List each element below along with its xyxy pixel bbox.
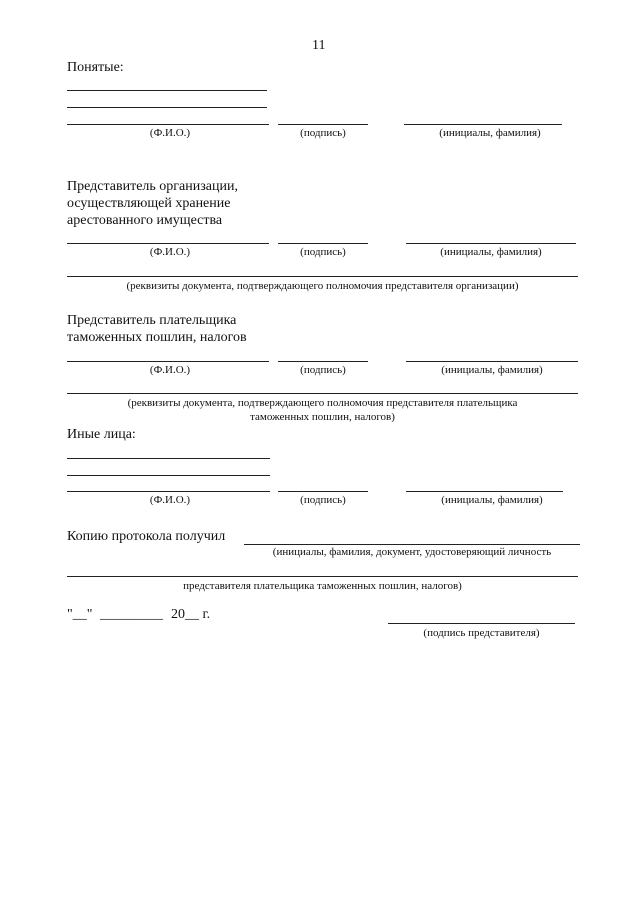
org-representative-title-line-3: арестованного имущества [67,213,223,228]
org-initials-caption: (инициалы, фамилия) [440,246,542,258]
other-initials-caption: (инициалы, фамилия) [441,494,543,506]
payer-representative-title [67,312,247,346]
page-number: 11 [312,38,326,53]
copy-received-label: Копию протокола получил [67,529,226,544]
payer-representative-title-line-1: Представитель плательщика [67,313,237,328]
other-blank-line-2 [67,475,270,476]
org-signature-line [278,243,368,244]
witness-blank-line-1 [67,90,267,91]
copy-received-caption-2: представителя плательщика таможенных пошлин, налогов) [183,580,462,592]
other-blank-line-1 [67,458,270,459]
payer-signature-caption: (подпись) [300,364,346,376]
payer-fio-caption: (Ф.И.О.) [149,364,191,376]
payer-signature-line [278,361,368,362]
witness-fio-line [67,124,269,125]
witnesses-title: Понятые: [67,60,124,75]
org-document-line [67,276,578,277]
other-signature-caption: (подпись) [300,494,346,506]
date-day: "__" [67,607,93,622]
payer-initials-caption: (инициалы, фамилия) [441,364,543,376]
other-signature-line [278,491,368,492]
witness-fio-caption: (Ф.И.О.) [149,127,191,139]
payer-document-line [67,393,578,394]
other-fio-caption: (Ф.И.О.) [149,494,191,506]
org-fio-caption: (Ф.И.О.) [149,246,191,258]
org-representative-title-line-2: осуществляющей хранение [67,196,231,211]
payer-representative-title-line-2: таможенных пошлин, налогов [67,330,247,345]
date-year: 20__ г. [171,607,211,622]
other-persons-title: Иные лица: [67,427,136,442]
payer-document-caption-line-2: таможенных пошлин, налогов) [250,411,395,423]
org-initials-line [406,243,576,244]
witness-signature-caption: (подпись) [300,127,346,139]
other-fio-line [67,491,270,492]
org-signature-caption: (подпись) [300,246,346,258]
org-representative-title-line-1: Представитель организации, [67,179,238,194]
date-month-blank: _________ [100,607,163,622]
witness-blank-line-2 [67,107,267,108]
org-document-caption: (реквизиты документа, подтверждающего полномочия представителя организации) [126,280,519,292]
org-fio-line [67,243,269,244]
org-representative-title [67,178,238,229]
rep-signature-line [388,623,575,624]
copy-received-line-2 [67,576,578,577]
copy-received-line [244,544,580,545]
payer-fio-line [67,361,269,362]
witness-signature-line [278,124,368,125]
witness-initials-caption: (инициалы, фамилия) [439,127,541,139]
other-initials-line [406,491,563,492]
copy-received-caption-1: (инициалы, фамилия, документ, удостоверяющий личность [272,546,552,558]
payer-initials-line [406,361,578,362]
payer-document-caption-line-1: (реквизиты документа, подтверждающего полномочия представителя плательщика [127,397,518,409]
rep-signature-caption: (подпись представителя) [423,627,540,639]
witness-initials-line [404,124,562,125]
